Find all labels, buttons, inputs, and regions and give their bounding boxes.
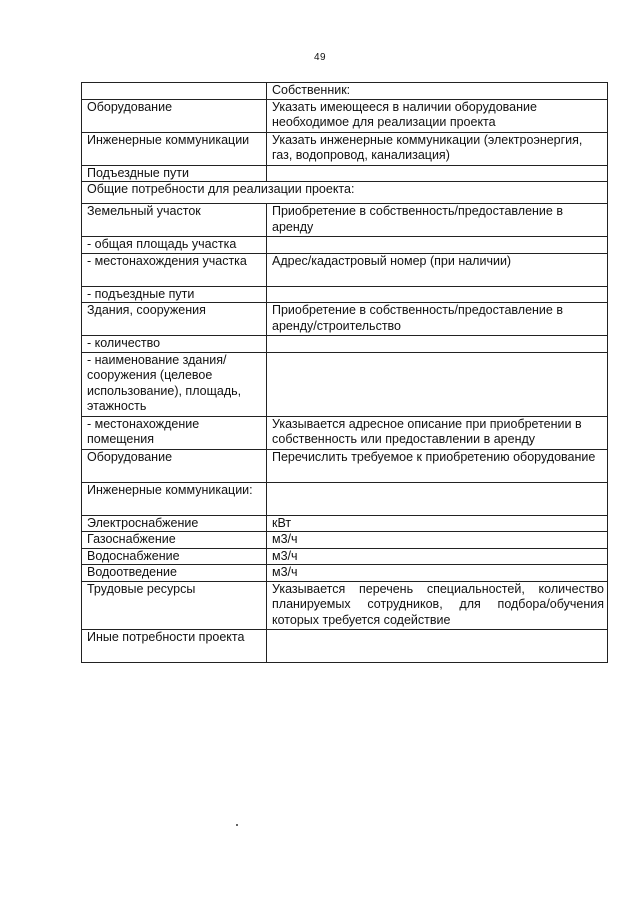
table-cell: м3/ч <box>267 548 608 565</box>
table-cell: Здания, сооружения <box>82 303 267 336</box>
table-cell: кВт <box>267 515 608 532</box>
table-row <box>82 165 608 182</box>
table-row <box>82 132 608 165</box>
table-cell: - подъездные пути <box>82 286 267 303</box>
table-cell: - наименование здания/сооружения (целевое использование), площадь, этажность <box>82 352 267 416</box>
table-row <box>82 548 608 565</box>
table-cell: - общая площадь участка <box>82 237 267 254</box>
table-row <box>82 99 608 132</box>
table-cell: - количество <box>82 336 267 353</box>
table-row <box>82 416 608 449</box>
table-cell <box>267 629 608 662</box>
table-cell: Трудовые ресурсы <box>82 581 267 629</box>
table-cell: Приобретение в собственность/предоставление в аренду <box>267 204 608 237</box>
table-cell <box>267 336 608 353</box>
table-row <box>82 565 608 582</box>
table-row <box>82 515 608 532</box>
page-number: 49 <box>313 52 327 63</box>
section-heading: Общие потребности для реализации проекта: <box>82 182 608 204</box>
table-cell: - местонахождения участка <box>82 253 267 286</box>
table-cell: Водоотведение <box>82 565 267 582</box>
table-cell: Указать инженерные коммуникации (электроэнергия, газ, водопровод, канализация) <box>267 132 608 165</box>
table-cell: Оборудование <box>82 99 267 132</box>
table-cell <box>267 352 608 416</box>
table-row <box>82 581 608 629</box>
table-row <box>82 629 608 662</box>
table-row <box>82 532 608 549</box>
table-cell <box>267 165 608 182</box>
table-row <box>82 482 608 515</box>
table-cell: Собственник: <box>267 83 608 100</box>
requirements-table <box>81 82 608 663</box>
table-cell: Адрес/кадастровый номер (при наличии) <box>267 253 608 286</box>
table-row <box>82 286 608 303</box>
table-cell <box>267 286 608 303</box>
table-cell: Указать имеющееся в наличии оборудование необходимое для реализации проекта <box>267 99 608 132</box>
stray-dot <box>236 824 238 826</box>
table-cell: Газоснабжение <box>82 532 267 549</box>
table-cell: Оборудование <box>82 449 267 482</box>
table-cell: Указывается адресное описание при приобретении в собственность или предоставлении в аренду <box>267 416 608 449</box>
table-cell: Приобретение в собственность/предоставление в аренду/строительство <box>267 303 608 336</box>
table-row <box>82 336 608 353</box>
table-row <box>82 237 608 254</box>
table-row <box>82 303 608 336</box>
table-row <box>82 83 608 100</box>
table-cell: - местонахождение помещения <box>82 416 267 449</box>
table-cell: м3/ч <box>267 532 608 549</box>
table-cell: Подъездные пути <box>82 165 267 182</box>
table-cell: Перечислить требуемое к приобретению оборудование <box>267 449 608 482</box>
table-cell <box>82 83 267 100</box>
table-cell: Иные потребности проекта <box>82 629 267 662</box>
table-cell: Электроснабжение <box>82 515 267 532</box>
table-cell: Инженерные коммуникации: <box>82 482 267 515</box>
table-row <box>82 449 608 482</box>
table-cell: Водоснабжение <box>82 548 267 565</box>
table-row <box>82 352 608 416</box>
table-row <box>82 253 608 286</box>
table-row <box>82 204 608 237</box>
table-cell: Земельный участок <box>82 204 267 237</box>
table-cell: м3/ч <box>267 565 608 582</box>
table-cell <box>267 482 608 515</box>
table-cell <box>267 237 608 254</box>
table-row <box>82 182 608 204</box>
table-cell: Указывается перечень специальностей, количество планируемых сотрудников, для подбора/обучения которых требуется содействие <box>267 581 608 629</box>
table-cell: Инженерные коммуникации <box>82 132 267 165</box>
